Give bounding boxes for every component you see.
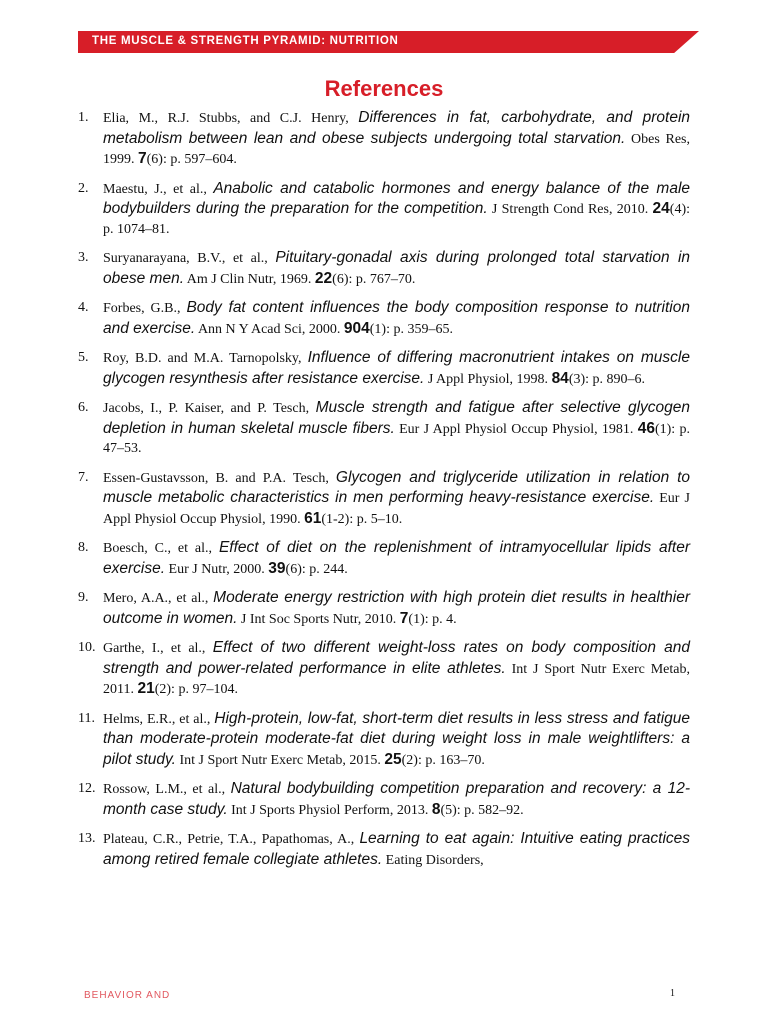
reference-title: Effect of two different weight-loss rates on body composition and strength and power-related performance in elite athletes. <box>103 639 690 677</box>
reference-volume: 904 <box>343 319 370 337</box>
reference-authors: Suryanarayana, B.V., et al., <box>103 251 268 266</box>
reference-volume: 84 <box>551 369 569 387</box>
reference-journal: J Strength Cond Res, 2010. <box>491 202 649 217</box>
reference-journal: Am J Clin Nutr, 1969. <box>186 271 312 287</box>
reference-pages: (6): p. 767–70. <box>332 271 416 287</box>
reference-volume: 24 <box>652 200 670 217</box>
reference-journal: J Int Soc Sports Nutr, 2010. <box>240 611 397 627</box>
reference-pages: (1): p. 47–53. <box>103 421 691 456</box>
reference-pages: (1): p. 359–65. <box>369 321 453 337</box>
reference-number: 5. <box>78 350 89 365</box>
reference-journal: Obes Res, 1999. <box>103 131 690 167</box>
reference-item <box>78 779 690 820</box>
reference-list <box>78 108 690 879</box>
reference-pages: (6): p. 244. <box>285 561 348 577</box>
reference-item <box>78 398 690 459</box>
reference-title: High-protein, low-fat, short-term diet results in less stress and fatigue than moderate-protein moderate-fat diet during weight loss in male weightlifters: a pilot study. <box>103 709 690 768</box>
reference-title: Pituitary-gonadal axis during prolonged total starvation in obese men. <box>103 249 691 287</box>
reference-item <box>78 348 690 389</box>
reference-journal: Ann N Y Acad Sci, 2000. <box>197 321 341 337</box>
reference-title: Glycogen and triglyceride utilization in relation to muscle metabolic characteristics in men performing heavy-resistance exercise. <box>103 468 691 506</box>
reference-journal: Int J Sports Physiol Perform, 2013. <box>231 802 429 818</box>
reference-title: Learning to eat again: Intuitive eating practices among retired female collegiate athletes. <box>103 830 691 868</box>
reference-pages: (1-2): p. 5–10. <box>321 511 403 527</box>
reference-authors: Roy, B.D. and M.A. Tarnopolsky, <box>103 351 302 366</box>
reference-number: 9. <box>78 590 89 605</box>
reference-volume: 7 <box>399 609 409 627</box>
reference-volume: 8 <box>431 800 441 818</box>
reference-pages: (2): p. 97–104. <box>154 682 238 697</box>
reference-authors: Maestu, J., et al., <box>103 181 207 197</box>
reference-item <box>78 468 690 530</box>
reference-title: Influence of differing macronutrient intakes on muscle glycogen resynthesis after resistance exercise. <box>103 349 690 387</box>
reference-volume: 61 <box>304 509 322 527</box>
reference-authors: Boesch, C., et al., <box>103 541 213 556</box>
reference-volume: 46 <box>637 419 655 437</box>
reference-title: Natural bodybuilding competition preparation and recovery: a 12-month case study. <box>103 780 690 818</box>
reference-pages: (2): p. 163–70. <box>401 752 485 768</box>
page-title: References <box>324 76 444 101</box>
reference-authors: Garthe, I., et al., <box>103 641 206 656</box>
reference-journal: Int J Sport Nutr Exerc Metab, 2015. <box>179 752 381 768</box>
reference-item <box>78 298 690 339</box>
reference-journal: J Appl Physiol, 1998. <box>427 371 549 387</box>
reference-pages: (1): p. 4. <box>408 611 457 627</box>
reference-volume: 21 <box>137 680 155 697</box>
reference-journal: Eur J Appl Physiol Occup Physiol, 1981. <box>399 421 634 437</box>
reference-item <box>78 538 690 579</box>
reference-journal: Eur J Nutr, 2000. <box>168 561 265 577</box>
reference-number: 2. <box>78 180 89 196</box>
reference-pages: (4): p. 1074–81. <box>103 202 690 237</box>
reference-pages: (5): p. 582–92. <box>440 802 524 818</box>
reference-number: 6. <box>78 400 89 415</box>
reference-number: 3. <box>78 250 89 265</box>
footer-section-label: BEHAVIOR AND <box>84 990 171 1001</box>
reference-number: 10. <box>78 640 96 655</box>
reference-number: 4. <box>78 300 89 315</box>
reference-authors: Essen-Gustavsson, B. and P.A. Tesch, <box>103 470 329 486</box>
reference-number: 11. <box>78 710 95 726</box>
reference-number: 8. <box>78 540 89 555</box>
reference-journal: Eur J Appl Physiol Occup Physiol, 1990. <box>103 491 690 527</box>
reference-title: Effect of diet on the replenishment of intramyocellular lipids after exercise. <box>103 539 690 577</box>
reference-authors: Plateau, C.R., Petrie, T.A., Papathomas, A., <box>103 832 355 847</box>
reference-authors: Elia, M., R.J. Stubbs, and C.J. Henry, <box>103 111 349 126</box>
page-number: 1 <box>670 988 675 999</box>
reference-authors: Helms, E.R., et al., <box>103 711 211 727</box>
reference-volume: 7 <box>138 150 147 167</box>
reference-number: 13. <box>78 831 96 846</box>
reference-item <box>78 829 690 870</box>
reference-number: 12. <box>78 781 96 796</box>
reference-pages: (3): p. 890–6. <box>568 371 646 387</box>
reference-title: Body fat content influences the body composition response to nutrition and exercise. <box>103 299 690 337</box>
reference-journal: Eating Disorders, <box>385 852 484 868</box>
reference-authors: Rossow, L.M., et al., <box>103 782 226 797</box>
reference-title: Moderate energy restriction with high protein diet results in healthier outcome in women. <box>103 589 691 627</box>
reference-number: 1. <box>78 110 89 125</box>
reference-authors: Forbes, G.B., <box>103 301 181 316</box>
reference-item <box>78 588 690 629</box>
reference-volume: 22 <box>314 269 333 287</box>
reference-authors: Mero, A.A., et al., <box>103 591 209 606</box>
reference-authors: Jacobs, I., P. Kaiser, and P. Tesch, <box>103 401 310 416</box>
reference-volume: 25 <box>384 750 402 768</box>
reference-title: Anabolic and catabolic hormones and energy balance of the male bodybuilders during the preparation for the competition. <box>103 179 691 217</box>
reference-pages: (6): p. 597–604. <box>146 152 237 167</box>
reference-item <box>78 179 690 240</box>
header-banner-text: THE MUSCLE & STRENGTH PYRAMID: NUTRITION <box>92 35 399 47</box>
reference-item <box>78 638 690 700</box>
reference-title: Differences in fat, carbohydrate, and protein metabolism between lean and obese subjects undergoing total starvation. <box>103 109 691 147</box>
reference-volume: 39 <box>268 559 286 577</box>
reference-number: 7. <box>78 469 89 485</box>
reference-journal: Int J Sport Nutr Exerc Metab, 2011. <box>103 661 690 697</box>
reference-item <box>78 248 690 289</box>
reference-item <box>78 709 690 771</box>
reference-title: Muscle strength and fatigue after selective glycogen depletion in human skeletal muscle fibers. <box>103 399 691 437</box>
reference-item <box>78 108 690 170</box>
